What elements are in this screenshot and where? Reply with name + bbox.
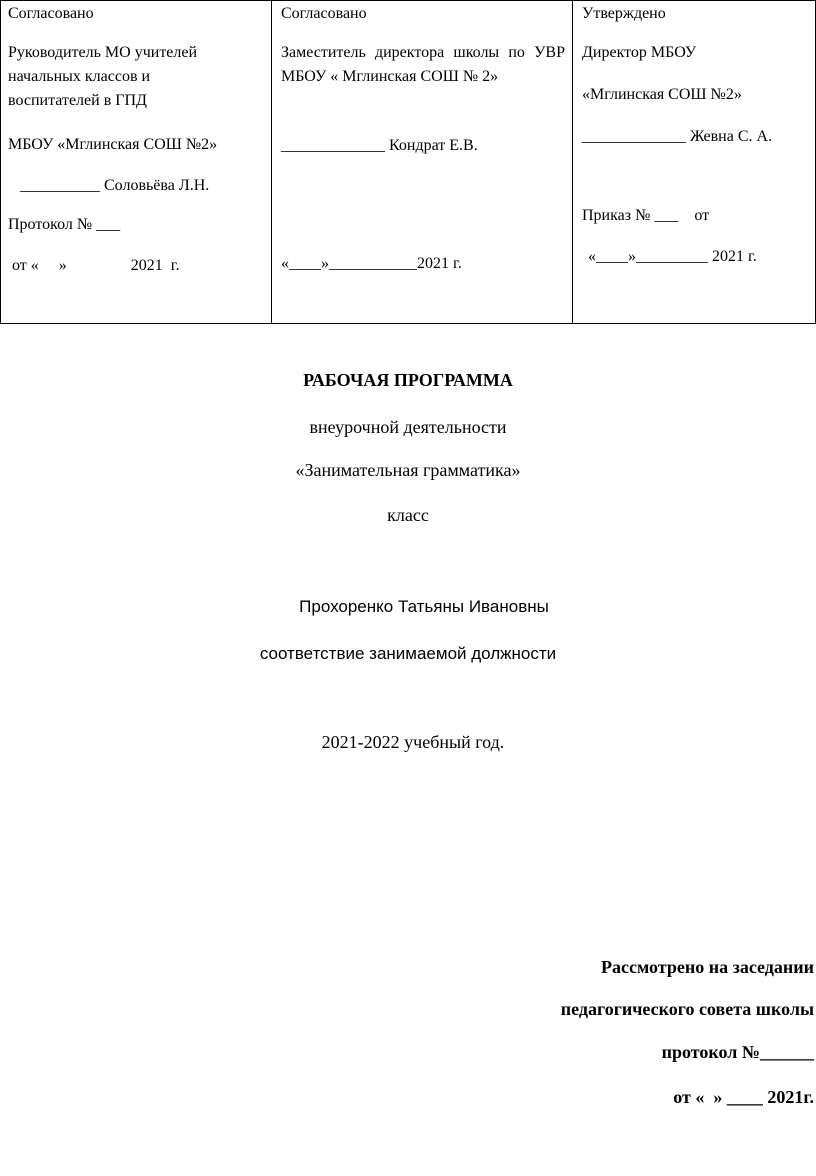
approval-3-order: Приказ № ___ от xyxy=(582,207,710,224)
review-line-3: протокол №______ xyxy=(661,1042,814,1062)
review-line-1: Рассмотрено на заседании xyxy=(601,957,814,977)
approval-2-role: Заместитель директора школы по УВР МБОУ « Мглинская СОШ № 2» xyxy=(281,44,565,85)
approval-1-role-line1: Руководитель МО учителей xyxy=(8,44,198,61)
table-divider-2 xyxy=(572,1,573,323)
approval-2-heading: Согласовано xyxy=(281,5,367,22)
approval-1-role-line3: воспитателей в ГПД xyxy=(8,92,147,109)
approval-3-signature: _____________ Жевна С. А. xyxy=(582,128,773,145)
approval-3-heading: Утверждено xyxy=(582,5,666,22)
program-course: «Занимательная грамматика» xyxy=(295,460,521,480)
approval-1-role-line2: начальных классов и xyxy=(8,68,151,85)
program-subtitle: внеурочной деятельности xyxy=(309,417,507,437)
approval-1-protocol: Протокол № ___ xyxy=(8,216,121,233)
approval-table xyxy=(0,0,816,324)
approval-1-signature: __________ Соловьёва Л.Н. xyxy=(20,177,210,194)
teacher-qualification: соответствие занимаемой должности xyxy=(259,644,557,663)
review-line-2: педагогического совета школы xyxy=(560,999,814,1019)
teacher-name: Прохоренко Татьяны Ивановны xyxy=(299,597,549,616)
approval-3-org: «Мглинская СОШ №2» xyxy=(582,86,742,103)
approval-2-date: «____»___________2021 г. xyxy=(281,255,462,272)
academic-year: 2021-2022 учебный год. xyxy=(321,732,505,752)
table-divider-1 xyxy=(271,1,272,323)
approval-1-org: МБОУ «Мглинская СОШ №2» xyxy=(8,136,218,153)
program-title: РАБОЧАЯ ПРОГРАММА xyxy=(303,370,513,390)
approval-1-date: от « » 2021 г. xyxy=(12,257,180,274)
approval-3-date: «____»_________ 2021 г. xyxy=(588,248,757,265)
table-border-left xyxy=(0,1,1,323)
review-line-4: от « » ____ 2021г. xyxy=(673,1087,814,1107)
approval-3-role: Директор МБОУ xyxy=(582,44,697,61)
approval-1-heading: Согласовано xyxy=(8,5,94,22)
approval-2-signature: _____________ Кондрат Е.В. xyxy=(281,137,478,154)
program-grade: класс xyxy=(387,505,429,525)
